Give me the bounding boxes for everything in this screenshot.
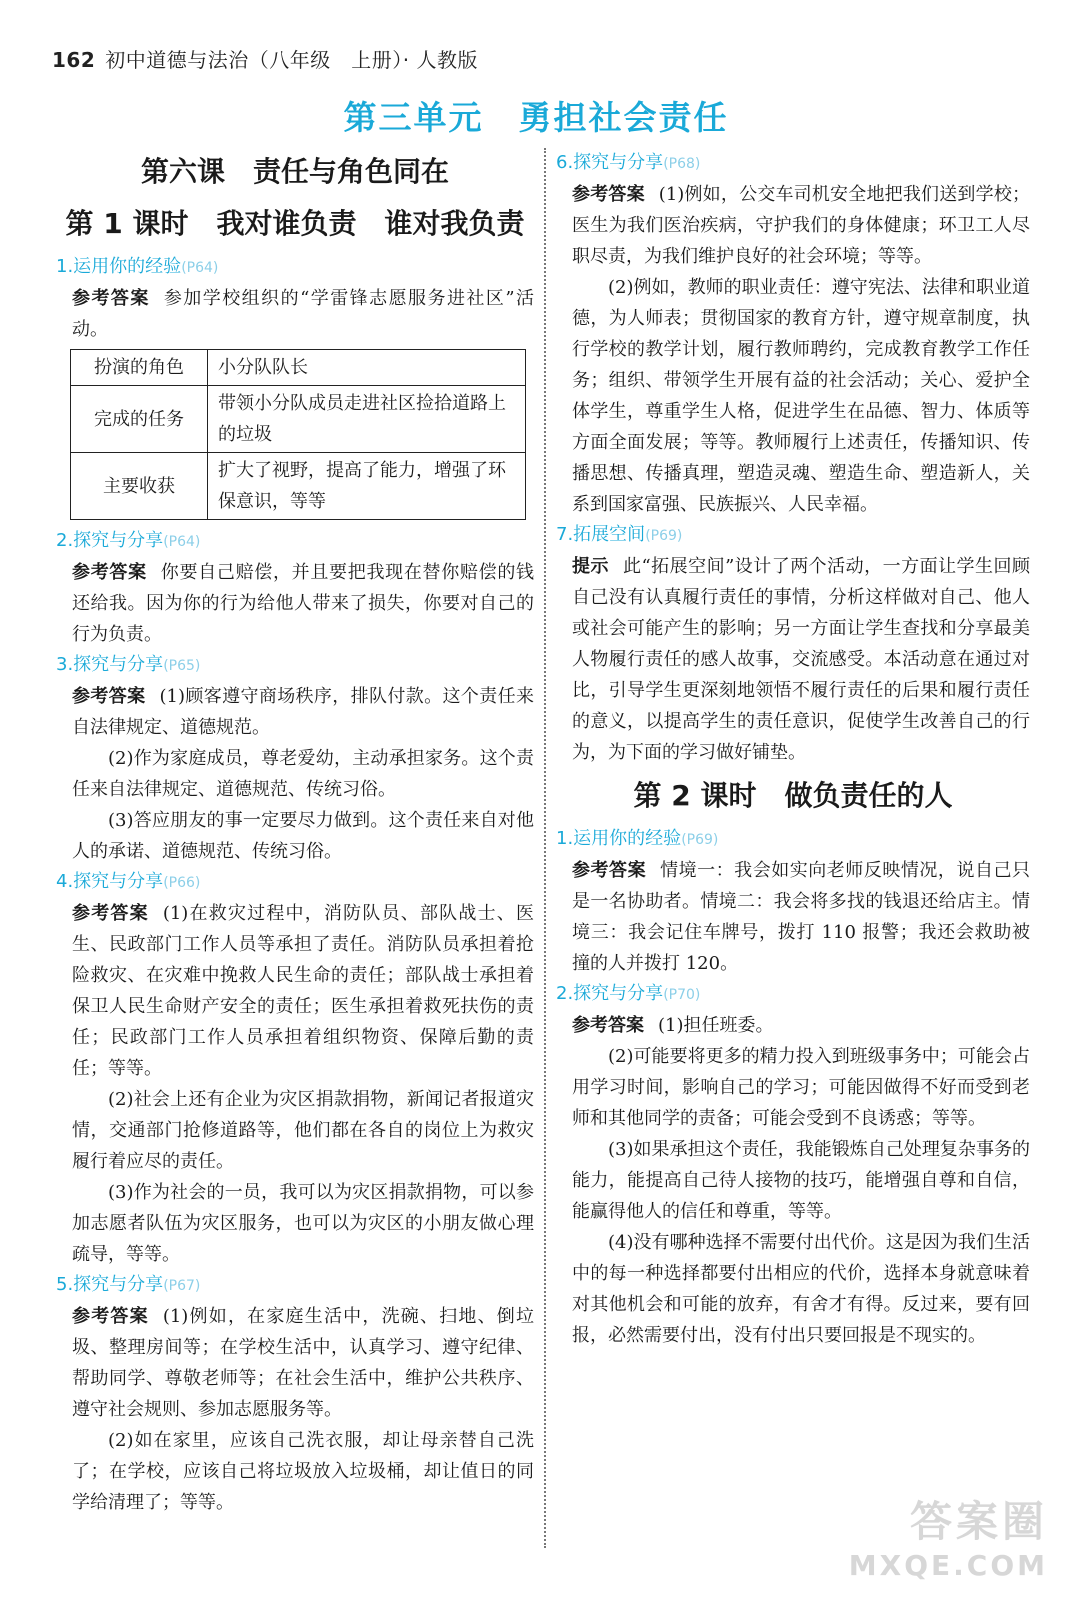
section-heading: 5.探究与分享(P67) (56, 1274, 201, 1295)
answer-paragraph: (3)答应朋友的事一定要尽力做到。这个责任来自对他人的承诺、道德规范、传统习俗。 (72, 810, 534, 862)
book-title: 初中道德与法治（八年级 上册）· 人教版 (105, 48, 478, 72)
section-heading: 2.探究与分享(P70) (556, 983, 701, 1004)
answer-label: 参考答案 (72, 686, 146, 707)
section-heading: 2.探究与分享(P64) (56, 530, 201, 551)
watermark: 答案圈 MXQE.COM (848, 1497, 1048, 1582)
hint-paragraph: 提示 此“拓展空间”设计了两个活动，一方面让学生回顾自己没有认真履行责任的事情，分析这样做对自己、他人或社会可能产生的影响；另一方面让学生查找和分享最美人物履行责任的感人故事，交流感受。本活动意在通过对比，引导学生更深刻地领悟不履行责任的后果和履行责任的意义，以提高学生的责任意识，促使学生改善自己的行为，为下面的学习做好铺垫。 (572, 556, 1030, 763)
running-header (52, 44, 478, 73)
answer-paragraph: 参考答案 参加学校组织的“学雷锋志愿服务进社区”活动。 (72, 288, 534, 340)
section-heading: 3.探究与分享(P65) (56, 654, 201, 675)
answer-label: 参考答案 (72, 288, 150, 309)
answer-paragraph: 参考答案 (1)例如，在家庭生活中，洗碗、扫地、倒垃圾、整理房间等；在学校生活中，认真学习、遵守纪律、帮助同学、尊敬老师等；在社会生活中，维护公共秩序、遵守社会规则、参加志愿服务等。 (72, 1306, 535, 1420)
answer-paragraph: (2)例如，教师的职业责任：遵守宪法、法律和职业道德，为人师表；贯彻国家的教育方针，遵守规章制度，执行学校的教学计划，履行教师聘约，完成教育教学工作任务；组织、带领学生开展有益的社会活动；关心、爱护全体学生，尊重学生人格，促进学生在品德、智力、体质等方面全面发展；等等。教师履行上述责任，传播知识、传播思想、传播真理，塑造灵魂、塑造生命、塑造新人，关系到国家富强、民族振兴、人民幸福。 (572, 277, 1030, 515)
period-title: 第 1 课时 我对谁负责 谁对我负责 (65, 207, 525, 240)
answer-paragraph: 参考答案 (1)担任班委。 (572, 1015, 774, 1036)
answer-paragraph: (2)作为家庭成员，尊老爱幼，主动承担家务。这个责任来自法律规定、道德规范、传统习俗。 (72, 748, 534, 800)
answer-paragraph: 参考答案 (1)例如，公交车司机安全地把我们送到学校；医生为我们医治疾病，守护我们的身体健康；环卫工人尽职尽责，为我们维护良好的社会环境；等等。 (572, 184, 1031, 267)
table-row: 完成的任务 带领小分队成员走进社区捡拾道路上的垃圾 (71, 386, 526, 453)
answer-paragraph: 参考答案 你要自己赔偿，并且要把我现在替你赔偿的钱还给我。因为你的行为给他人带来了损失，你要对自己的行为负责。 (72, 562, 535, 645)
answer-paragraph: 参考答案 (1)在救灾过程中，消防队员、部队战士、医生、民政部门工作人员等承担了责任。消防队员承担着抢险救灾、在灾难中挽救人民生命的责任；部队战士承担着保卫人民生命财产安全的责任；医生承担着救死扶伤的责任；民政部门工作人员承担着组织物资、保障后勤的责任；等等。 (72, 903, 535, 1079)
answer-label: 参考答案 (572, 860, 647, 881)
column-divider (544, 148, 546, 1548)
answer-label: 参考答案 (572, 184, 645, 205)
left-column (56, 148, 534, 1518)
answer-label: 参考答案 (72, 1306, 149, 1327)
section-heading: 7.拓展空间(P69) (556, 524, 683, 545)
section-heading: 1.运用你的经验(P64) (56, 256, 219, 277)
table-row: 主要收获 扩大了视野，提高了能力，增强了环保意识，等等 (71, 453, 526, 520)
answer-paragraph: (2)社会上还有企业为灾区捐款捐物，新闻记者报道灾情，交通部门抢修道路等，他们都在各自的岗位上为救灾履行着应尽的责任。 (72, 1089, 534, 1172)
answer-paragraph: (3)如果承担这个责任，我能锻炼自己处理复杂事务的能力，能提高自己待人接物的技巧，能增强自尊和自信，能赢得他人的信任和尊重，等等。 (572, 1139, 1030, 1222)
section-heading: 4.探究与分享(P66) (56, 871, 201, 892)
section-heading: 6.探究与分享(P68) (556, 152, 701, 173)
unit-title: 第三单元 勇担社会责任 (343, 98, 729, 137)
period-title: 第 2 课时 做负责任的人 (633, 779, 953, 812)
answer-paragraph: (2)可能要将更多的精力投入到班级事务中；可能会占用学习时间，影响自己的学习；可能因做得不好而受到老师和其他同学的责备；可能会受到不良诱惑；等等。 (572, 1046, 1030, 1129)
hint-label: 提示 (572, 556, 609, 577)
answer-label: 参考答案 (72, 562, 147, 583)
answer-paragraph: 参考答案 (1)顾客遵守商场秩序，排队付款。这个责任来自法律规定、道德规范。 (72, 686, 535, 738)
answer-paragraph: 参考答案 情境一：我会如实向老师反映情况，说自己只是一名协助者。情境二：我会将多找的钱退还给店主。情境三：我会记住车牌号，拨打 110 报警；我还会救助被撞的人并拨打 120。 (572, 860, 1031, 974)
answer-label: 参考答案 (72, 903, 149, 924)
right-column (556, 148, 1030, 1351)
role-table (70, 349, 526, 520)
lesson-title: 第六课 责任与角色同在 (140, 155, 449, 188)
section-heading: 1.运用你的经验(P69) (556, 828, 719, 849)
answer-paragraph: (2)如在家里，应该自己洗衣服，却让母亲替自己洗了；在学校，应该自己将垃圾放入垃圾桶，却让值日的同学给清理了；等等。 (72, 1430, 534, 1513)
answer-paragraph: (4)没有哪种选择不需要付出代价。这是因为我们生活中的每一种选择都要付出相应的代价，选择本身就意味着对其他机会和可能的放弃，有舍才有得。反过来，要有回报，必然需要付出，没有付出只要回报是不现实的。 (572, 1232, 1030, 1346)
table-row: 扮演的角色 小分队队长 (71, 350, 526, 386)
page-number: 162 (52, 48, 96, 72)
answer-paragraph: (3)作为社会的一员，我可以为灾区捐款捐物，可以参加志愿者队伍为灾区服务，也可以为灾区的小朋友做心理疏导，等等。 (72, 1182, 534, 1265)
answer-label: 参考答案 (572, 1015, 644, 1036)
